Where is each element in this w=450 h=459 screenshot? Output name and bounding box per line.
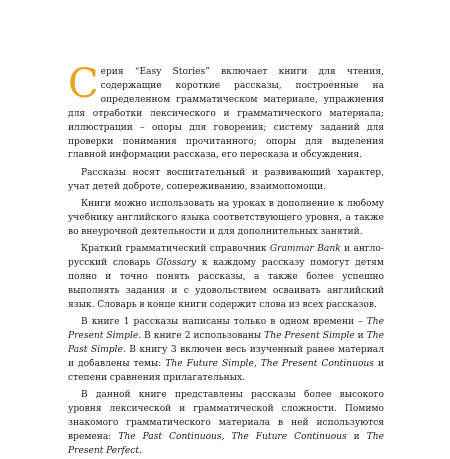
paragraph-text: В данной книге представлены рассказы более высокого уровня лексической и грамматической сложности. Помимо знакомого грамматического материала в ней используются времена: (68, 390, 384, 443)
paragraph-text: , (253, 359, 261, 370)
paragraph-text: Книги можно использовать на уроках в дополнение к любому учебнику английского языка соответствующего уровня, а также во внеурочной деятельности и для дополнительных занятий. (68, 199, 384, 237)
tense-term: The Future Continuous (231, 432, 347, 443)
paragraph-this-book (68, 389, 384, 459)
grammar-bank-term: Grammar Bank (269, 244, 341, 255)
tense-term: The Present Continuous (260, 359, 374, 370)
preface-text (68, 61, 385, 459)
paragraph-text: Рассказы носят воспитательный и развивающий характер, учат детей доброте, сопереживанию, взаимопомощи. (68, 167, 384, 192)
paragraph-intro (68, 61, 384, 163)
paragraph-text: ерия “Easy Stories” включает книги для чтения, содержащие короткие рассказы, построенные на определенном грамматическом материале, упражнения для отработки лексического и грамматического материала; иллюстрации – опоры для говорения; систему заданий для проверки понимания прочитанного; опоры для выделения главной информации рассказа, его пересказа и обсуждения. (68, 67, 384, 161)
tense-term: The Present Simple (264, 331, 355, 342)
tense-term: The Present Simple (68, 317, 384, 342)
paragraph-text: Краткий грамматический справочник (81, 244, 270, 255)
paragraph-text: и (354, 331, 367, 342)
paragraph-books-tenses (68, 316, 384, 386)
paragraph-text: . В книгу 3 включен весь изученный ранее материал и добавлены темы: (68, 345, 384, 370)
paragraph-text: . В книге 2 использованы (138, 331, 265, 342)
paragraph-text: , (221, 432, 232, 443)
paragraph-grammar-bank (68, 243, 384, 313)
paragraph-text: . (139, 446, 142, 457)
paragraph-text: к каждому рассказу помогут детям полно и точно понять рассказы, а также более успешно выполнять задания и с удовольствием осваивать английский язык. Словарь в конце книги содержит слова из всех рассказов. (68, 258, 384, 310)
paragraph-educational-character (68, 167, 384, 195)
paragraph-text: и степени сравнения прилагательных. (68, 359, 384, 384)
drop-cap-letter: С (68, 61, 99, 107)
paragraph-text: В книге 1 рассказы написаны только в одном времени – (81, 317, 367, 328)
glossary-term: Glossary (156, 258, 197, 269)
tense-term: The Past Simple (68, 331, 384, 356)
tense-term: The Future Simple (165, 359, 254, 370)
tense-term: The Present Perfect (68, 432, 385, 457)
paragraph-text: и (346, 432, 367, 443)
paragraph-usage (68, 198, 384, 240)
tense-term: The Past Continuous (118, 432, 222, 443)
paragraph-text: и англо-русский словарь (68, 244, 384, 269)
